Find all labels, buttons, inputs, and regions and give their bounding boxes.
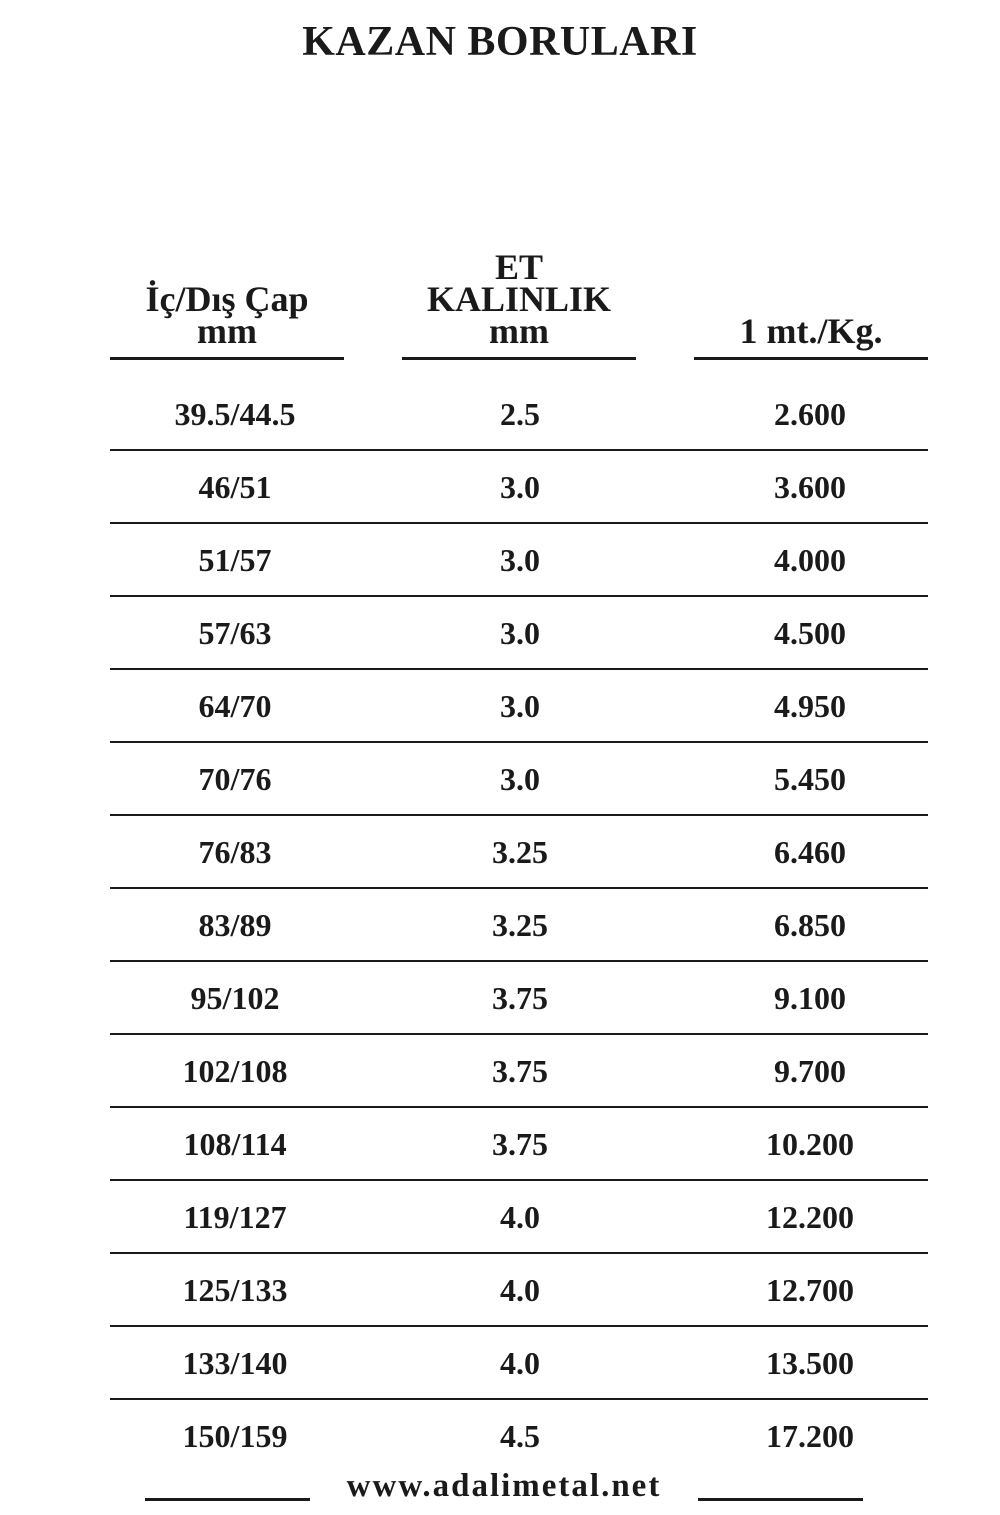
cell-wall-thickness: 3.0	[500, 542, 540, 578]
table-row	[110, 597, 928, 670]
cell-diameter: 125/133	[182, 1272, 288, 1308]
table-row	[110, 1400, 928, 1473]
column-header-diameter-text	[110, 279, 344, 351]
cell-wall-thickness: 3.75	[492, 980, 548, 1016]
cell-weight: 6.850	[774, 907, 846, 943]
cell-weight: 4.950	[774, 688, 846, 724]
cell-wall-thickness: 4.5	[500, 1418, 540, 1454]
cell-diameter: 95/102	[190, 980, 280, 1016]
cell-diameter: 51/57	[198, 542, 272, 578]
cell-diameter: 70/76	[198, 761, 272, 797]
cell-wall-thickness: 3.25	[492, 834, 548, 870]
cell-wall-thickness: 2.5	[500, 396, 540, 432]
cell-weight: 3.600	[774, 469, 846, 505]
table-row	[110, 378, 928, 451]
cell-diameter: 57/63	[198, 615, 272, 651]
table-row	[110, 1181, 928, 1254]
column-header-weight-text	[694, 311, 928, 351]
cell-diameter: 64/70	[198, 688, 272, 724]
cell-diameter: 76/83	[198, 834, 272, 870]
cell-diameter: 119/127	[183, 1199, 287, 1235]
page-title: KAZAN BORULARI	[302, 19, 698, 65]
cell-diameter: 39.5/44.5	[174, 396, 296, 432]
column-header-line: mm	[197, 311, 257, 351]
table-row	[110, 962, 928, 1035]
cell-diameter: 133/140	[182, 1345, 288, 1381]
cell-wall-thickness: 4.0	[500, 1345, 540, 1381]
column-header-weight	[694, 237, 928, 360]
table-row	[110, 816, 928, 889]
column-header-line: ET	[494, 247, 544, 287]
table-row	[110, 1035, 928, 1108]
column-header-wall-thickness-text	[402, 247, 636, 351]
table-row	[110, 1327, 928, 1400]
table-row	[110, 1254, 928, 1327]
cell-diameter: 150/159	[182, 1418, 288, 1454]
cell-diameter: 46/51	[198, 469, 272, 505]
table-row	[110, 524, 928, 597]
footer	[0, 1468, 1000, 1508]
footer-divider-right	[698, 1498, 863, 1501]
cell-weight: 5.450	[774, 761, 846, 797]
table-row	[110, 743, 928, 816]
cell-wall-thickness: 3.75	[492, 1053, 548, 1089]
column-header-line: İç/Dış Çap	[145, 279, 309, 319]
cell-weight: 12.700	[766, 1272, 854, 1308]
cell-weight: 17.200	[766, 1418, 854, 1454]
column-header-line: KALINLIK	[426, 279, 612, 319]
cell-wall-thickness: 3.0	[500, 469, 540, 505]
column-header-line: 1 mt./Kg.	[739, 311, 883, 351]
cell-wall-thickness: 3.0	[500, 615, 540, 651]
cell-weight: 4.500	[774, 615, 846, 651]
table-row	[110, 451, 928, 524]
cell-weight: 13.500	[766, 1345, 854, 1381]
cell-diameter: 102/108	[182, 1053, 288, 1089]
column-header-line: mm	[489, 311, 549, 351]
cell-diameter: 83/89	[198, 907, 272, 943]
cell-weight: 6.460	[774, 834, 846, 870]
cell-wall-thickness: 3.25	[492, 907, 548, 943]
website-link[interactable]: www.adalimetal.net	[346, 1468, 662, 1504]
table-row	[110, 1108, 928, 1181]
table-row	[110, 889, 928, 962]
column-header-wall-thickness	[402, 237, 636, 360]
cell-weight: 12.200	[766, 1199, 854, 1235]
cell-weight: 9.700	[774, 1053, 846, 1089]
cell-weight: 2.600	[774, 396, 846, 432]
footer-divider-left	[145, 1498, 310, 1501]
column-header-diameter	[110, 237, 344, 360]
cell-wall-thickness: 3.0	[500, 761, 540, 797]
cell-wall-thickness: 3.0	[500, 688, 540, 724]
cell-weight: 10.200	[766, 1126, 854, 1162]
table-row	[110, 670, 928, 743]
cell-diameter: 108/114	[183, 1126, 287, 1162]
cell-weight: 4.000	[774, 542, 846, 578]
cell-wall-thickness: 4.0	[500, 1199, 540, 1235]
table-header	[0, 240, 1000, 360]
cell-weight: 9.100	[774, 980, 846, 1016]
cell-wall-thickness: 3.75	[492, 1126, 548, 1162]
table-body	[110, 378, 928, 1473]
cell-wall-thickness: 4.0	[500, 1272, 540, 1308]
